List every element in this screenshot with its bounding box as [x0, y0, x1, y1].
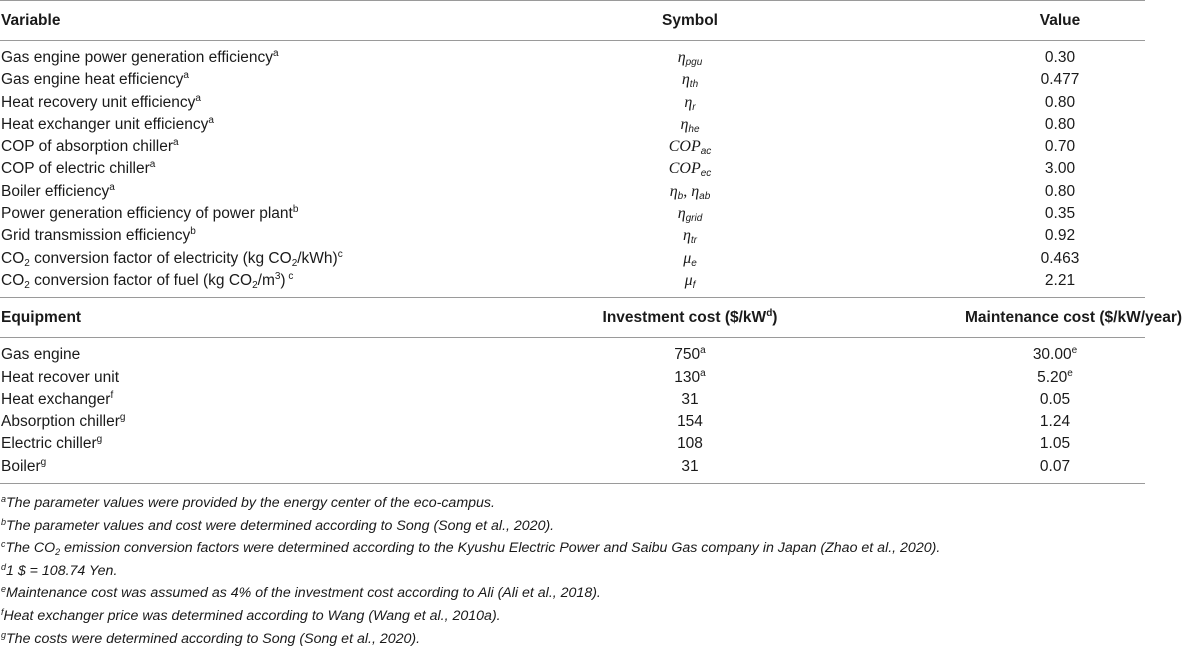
table-row [0, 114, 1145, 136]
variable-label: COP of electric chiller$^a$ [1, 159, 156, 178]
table-row [0, 411, 1145, 433]
symbol-cell: $\eta_{pgu}$ [677, 49, 703, 68]
maintenance-cell: 30.00e [1032, 345, 1078, 364]
variable-label: Gas engine heat efficiency$^a$ [1, 70, 189, 89]
value-cell: 0.477 [1040, 71, 1080, 89]
table-row [0, 248, 1145, 270]
footnote-a: $^a$The parameter values were provided by the energy center of the eco-campus. [1, 494, 495, 512]
symbol-cell: $\eta_b$, $\eta_{ab}$ [669, 182, 711, 202]
value-cell: 3.00 [1044, 160, 1076, 178]
footnote-f: $^f$Heat exchanger price was determined according to Wang (Wang et al., 2010a). [1, 607, 501, 625]
maintenance-cell: 1.24 [1039, 413, 1071, 431]
table-row [0, 270, 1145, 298]
maintenance-cell: 0.07 [835, 456, 1145, 484]
equipment-label: Heat recover unit [1, 368, 120, 386]
symbol-cell: $\eta_{th}$ [681, 71, 699, 91]
investment-cell: 750$^a$ [674, 345, 706, 364]
variable-header: Variable [0, 1, 475, 41]
investment-cell: 130$^a$ [674, 367, 706, 386]
symbol-cell: $\mu_e$ [683, 249, 697, 269]
symbol-cell: $\eta_{grid}$ [677, 205, 703, 225]
table-row [0, 69, 1145, 91]
footnote-g: $^g$The costs were determined according to Song (Song et al., 2020). [1, 629, 421, 647]
value-cell: 0.35 [1044, 205, 1076, 223]
equipment-label: Electric chiller$^g$ [1, 434, 103, 453]
value-cell: 0.80 [1044, 182, 1076, 200]
footnote-b: $^b$The parameter values and cost were determined according to Song (Song et al., 2020). [1, 516, 555, 534]
value-cell: 0.80 [1044, 93, 1076, 111]
maintenance-header: Maintenance cost ($/kW/year) [835, 298, 1145, 338]
investment-cell: 154 [677, 413, 703, 431]
variable-header-row [0, 1, 1145, 41]
symbol-cell: $\eta_{he}$ [680, 115, 700, 135]
value-cell: 0.80 [1044, 115, 1076, 133]
footnote-c: $^c$The $CO_2$ emission conversion factors were determined according to the Kyushu Electric Power and Saibu Gas company in Japan (Zhao et al., 2020). [1, 539, 941, 558]
table-row [0, 203, 1145, 225]
symbol-cell: $COP_{ec}$ [668, 160, 712, 180]
symbol-cell: $COP_{ac}$ [668, 138, 712, 158]
value-cell: 2.21 [835, 270, 1145, 298]
symbol-cell: $\mu_f$ [475, 270, 835, 298]
symbol-header: Symbol [475, 1, 835, 41]
equipment-label: Boiler$^g$ [0, 456, 475, 484]
value-cell: 0.30 [1044, 49, 1076, 66]
investment-header: Investment cost $(\$/kW^d)$ [475, 298, 835, 338]
value-cell: 0.70 [1044, 138, 1076, 156]
equipment-label: Gas engine [1, 346, 81, 364]
footnote-e: $^e$Maintenance cost was assumed as 4% of the investment cost according to Ali (Ali et al., 2018). [1, 584, 601, 602]
value-cell: 0.92 [1044, 227, 1076, 245]
table-row [0, 225, 1145, 247]
equipment-header-row [0, 298, 1145, 338]
table-row [0, 181, 1145, 203]
table-row [0, 389, 1145, 411]
value-header: Value [835, 1, 1145, 41]
investment-cell: 31 [681, 390, 699, 408]
variable-label: $CO_2$ conversion factor of electricity (kg $CO_2/kWh)^c$ [1, 248, 343, 269]
variable-label: Power generation efficiency of power plant$^b$ [1, 204, 299, 223]
symbol-cell: $\eta_r$ [684, 93, 696, 113]
table-row [0, 136, 1145, 158]
table-row [0, 367, 1145, 389]
variable-label: Boiler efficiency$^a$ [1, 181, 115, 200]
equipment-label: Absorption chiller$^g$ [1, 412, 126, 431]
table-row [0, 433, 1145, 455]
footnotes [0, 484, 1145, 650]
variable-label: COP of absorption chiller$^a$ [1, 137, 179, 156]
equipment-header: Equipment [0, 298, 475, 338]
table-row [0, 338, 1145, 367]
footnote-d: $^d$1 $ = 108.74 Yen. [1, 561, 118, 579]
equipment-label: Heat exchanger$^f$ [1, 389, 114, 408]
symbol-cell: $\eta_{tr}$ [682, 227, 698, 247]
variable-label: Heat recovery unit efficiency$^a$ [1, 92, 201, 111]
variable-label: Grid transmission efficiency$^b$ [1, 226, 196, 245]
investment-cell: 31 [475, 456, 835, 484]
variable-label: Heat exchanger unit efficiency$^a$ [1, 114, 214, 133]
table-row [0, 456, 1145, 484]
table-row [0, 92, 1145, 114]
maintenance-cell: 1.05 [1039, 435, 1071, 453]
variable-label: $CO_2$ conversion factor of fuel (kg $CO_2/m^3$) $^c$ [0, 270, 475, 298]
variable-label: Gas engine power generation efficiency$^a$ [1, 48, 279, 66]
value-cell: 0.463 [1040, 249, 1080, 267]
investment-cell: 108 [677, 435, 703, 453]
table-row [0, 41, 1145, 70]
maintenance-cell: 0.05 [1039, 390, 1071, 408]
table-row [0, 158, 1145, 180]
maintenance-cell: 5.20e [1037, 367, 1073, 386]
